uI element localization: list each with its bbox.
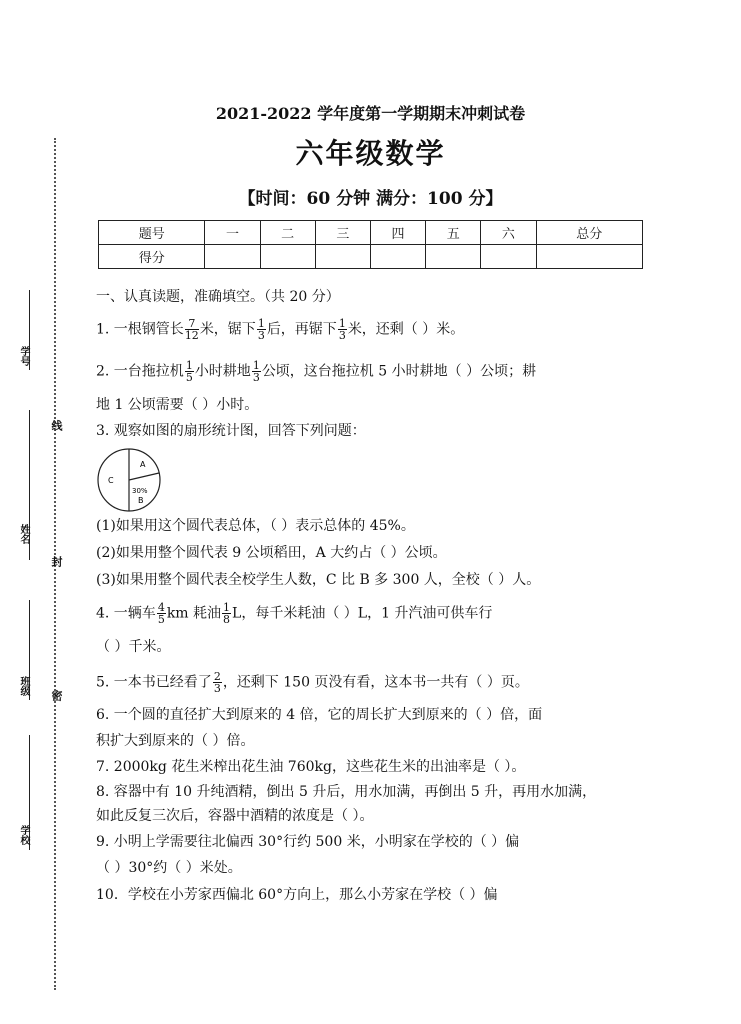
pie-chart-figure [96, 447, 162, 513]
question-8: 8. 容器中有 10 升纯酒精，倒出 5 升后，用水加满，再倒出 5 升，再用水加满， [96, 784, 597, 800]
subject-title: 六年级数学 [295, 137, 446, 170]
q1-text-b: 米，锯下 [199, 321, 256, 338]
q4-text-c: L，每千米耗油（ ）L，1 升汽油可供车行 [232, 605, 493, 622]
q2-text-c: 公顷，这台拖拉机 5 小时耕地（ ）公顷；耕 [261, 363, 537, 380]
question-3-sub-3: (3)如果用整个圆代表全校学生人数，C 比 B 多 300 人，全校（ ）人。 [96, 572, 541, 588]
fraction: $\frac{4}{5}$ [157, 601, 165, 626]
fraction: $\frac{1}{3}$ [338, 317, 346, 342]
question-8-line2: 如此反复三次后，容器中酒精的浓度是（ ）。 [96, 808, 374, 824]
fraction: $\frac{1}{3}$ [252, 359, 260, 384]
question-4 [96, 602, 492, 625]
question-10: 10．学校在小芳家西偏北 60°方向上，那么小芳家在学校（ ）偏 [96, 887, 498, 903]
question-3-sub-2: (2)如果用整个圆代表 9 公顷稻田，A 大约占（ ）公顷。 [96, 545, 447, 561]
score-table-header: 总分 [536, 221, 642, 245]
score-cell[interactable] [370, 245, 425, 269]
score-table-score-row [99, 245, 643, 269]
q4-text-b: km 耗油 [166, 605, 222, 622]
question-5 [96, 671, 529, 694]
score-table-header: 三 [315, 221, 370, 245]
score-cell[interactable] [260, 245, 315, 269]
score-row-label: 得分 [99, 245, 205, 269]
q4-text-a: 4. 一辆车 [96, 605, 156, 622]
q2-text-b: 小时耕地 [194, 363, 251, 380]
q5-text-a: 5. 一本书已经看了 [96, 674, 212, 691]
time-score-info: 【时间：60 分钟 满分：100 分】 [238, 189, 503, 209]
score-table-header: 四 [370, 221, 425, 245]
question-3: 3. 观察如图的扇形统计图，回答下列问题： [96, 423, 366, 439]
fraction: $\frac{7}{12}$ [184, 317, 199, 342]
question-3-sub-1: (1)如果用这个圆代表总体，（ ）表示总体的 45%。 [96, 518, 415, 534]
question-9: 9. 小明上学需要往北偏西 30°行约 500 米，小明家在学校的（ ）偏 [96, 834, 520, 850]
score-table-header: 题号 [99, 221, 205, 245]
score-cell[interactable] [481, 245, 536, 269]
question-2 [96, 360, 536, 383]
section-heading: 一、认真读题，准确填空。（共 20 分） [96, 289, 340, 305]
seal-char-seal: 封 [50, 556, 63, 567]
score-table-header-row [99, 221, 643, 245]
fraction: $\frac{1}{5}$ [185, 359, 193, 384]
score-table-header: 五 [426, 221, 481, 245]
pie-label-c: C [108, 476, 114, 485]
question-7: 7. 2000kg 花生米榨出花生油 760kg，这些花生米的出油率是（ ）。 [96, 759, 526, 775]
score-table [98, 220, 643, 269]
pie-label-a: A [140, 460, 146, 469]
seal-char-line: 线 [50, 420, 63, 431]
exam-year-title: 2021-2022 学年度第一学期期末冲刺试卷 [215, 104, 526, 123]
student-id-label: 学号 [18, 346, 29, 366]
score-cell[interactable] [536, 245, 642, 269]
pie-label-b: B [138, 496, 144, 505]
seal-char-secret: 密 [50, 690, 63, 701]
grade-label: 班级 [18, 676, 29, 696]
fraction: $\frac{1}{3}$ [257, 317, 265, 342]
question-9-line2: （ ）30°约（ ）米处。 [96, 860, 242, 876]
q5-text-b: ，还剩下 150 页没有看，这本书一共有（ ）页。 [222, 674, 529, 691]
q1-text-c: 后，再锯下 [266, 321, 337, 338]
name-label: 姓名 [18, 524, 29, 544]
score-cell[interactable] [426, 245, 481, 269]
score-table-header: 一 [205, 221, 260, 245]
q1-text-a: 1. 一根钢管长 [96, 321, 184, 338]
question-1 [96, 318, 464, 341]
score-cell[interactable] [205, 245, 260, 269]
school-label: 学校 [18, 825, 29, 845]
q1-text-d: 米，还剩（ ）米。 [347, 321, 465, 338]
pie-label-percent: 30% [132, 487, 148, 495]
q2-text-a: 2. 一台拖拉机 [96, 363, 184, 380]
score-cell[interactable] [315, 245, 370, 269]
pie-divider-right [129, 473, 159, 480]
fraction: $\frac{2}{3}$ [213, 670, 221, 695]
fraction: $\frac{1}{8}$ [223, 601, 231, 626]
question-6: 6. 一个圆的直径扩大到原来的 4 倍，它的周长扩大到原来的（ ）倍，面 [96, 707, 543, 723]
question-6-line2: 积扩大到原来的（ ）倍。 [96, 733, 255, 749]
question-2-line2: 地 1 公顷需要（ ）小时。 [96, 397, 259, 413]
score-table-header: 二 [260, 221, 315, 245]
question-4-line2: （ ）千米。 [96, 639, 171, 655]
score-table-header: 六 [481, 221, 536, 245]
